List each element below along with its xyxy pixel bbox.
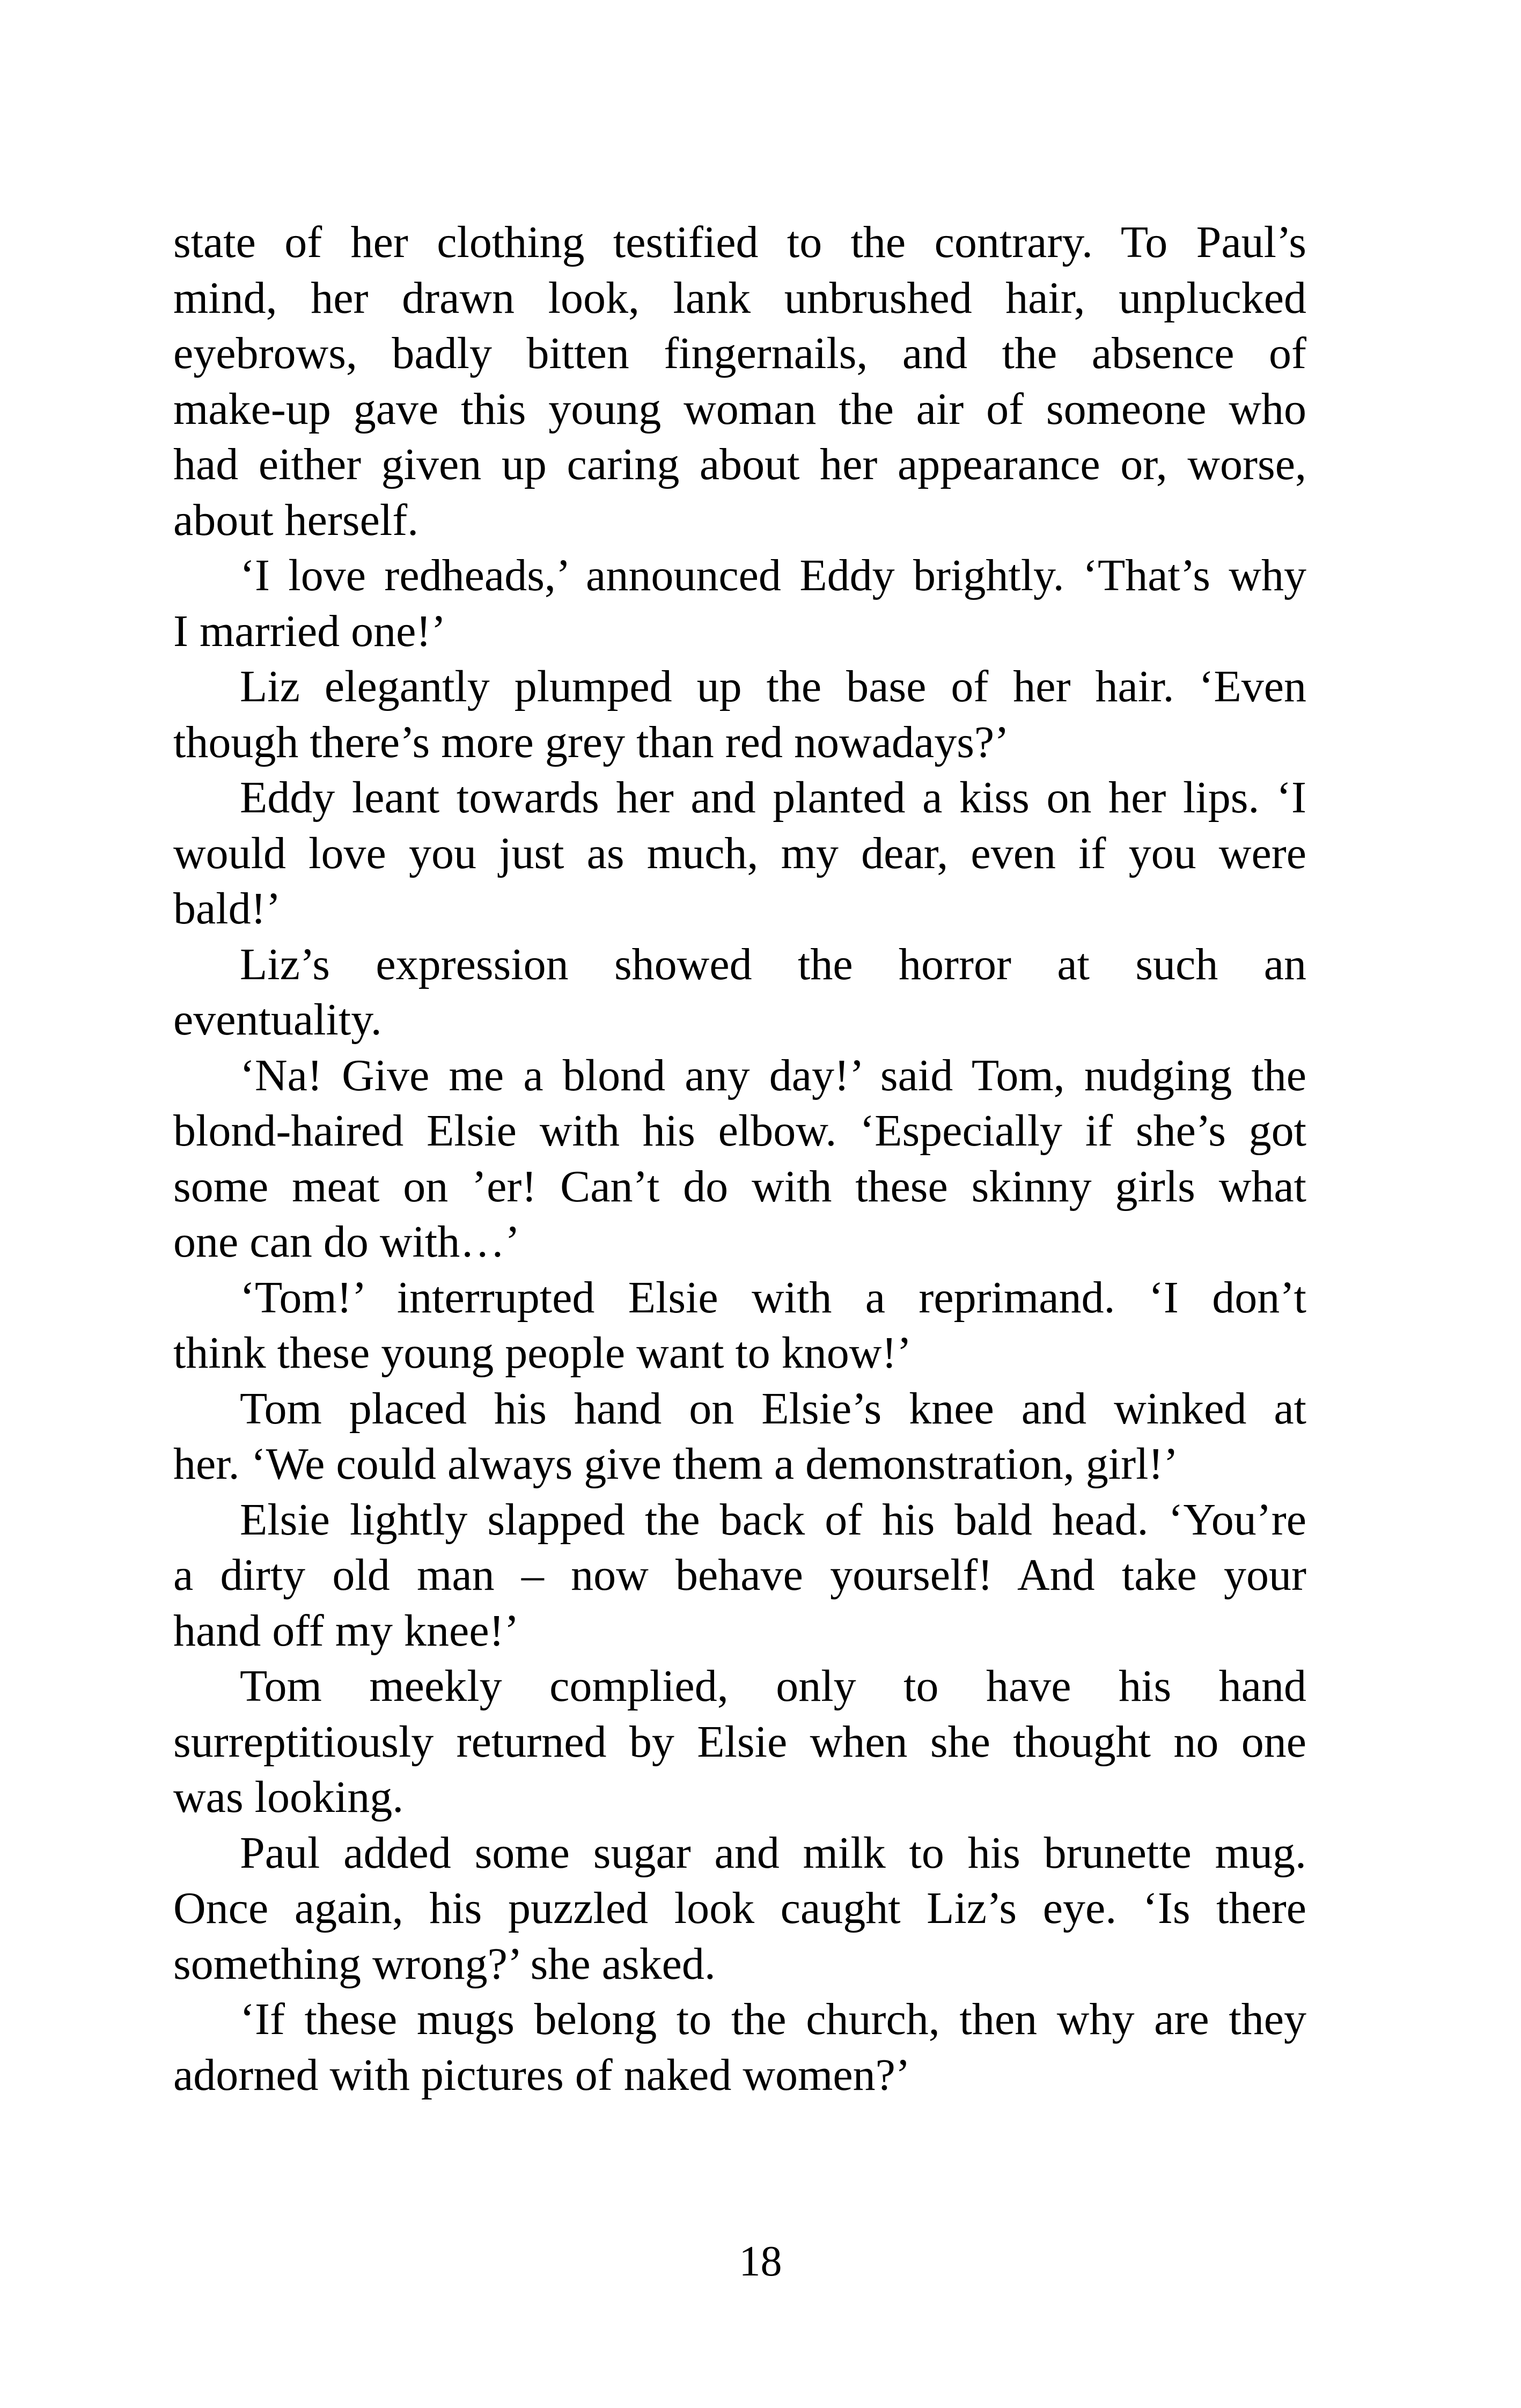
text-line: surreptitiously returned by Elsie when she thought no one: [173, 1716, 1306, 1767]
paragraph: [173, 659, 1306, 770]
text-line: ‘I love redheads,’ announced Eddy brightly. ‘That’s why: [240, 550, 1306, 600]
paragraph: [173, 548, 1306, 659]
text-line: Tom meekly complied, only to have his hand: [240, 1661, 1306, 1711]
text-line: had either given up caring about her appearance or, worse,: [173, 439, 1306, 489]
text-line: blond-haired Elsie with his elbow. ‘Especially if she’s got: [173, 1106, 1306, 1156]
text-line: a dirty old man – now behave yourself! And take your: [173, 1550, 1306, 1600]
text-line: one can do with…’: [173, 1217, 520, 1267]
text-line: Paul added some sugar and milk to his brunette mug.: [240, 1827, 1306, 1878]
text-line: eventuality.: [173, 995, 382, 1045]
text-line: Once again, his puzzled look caught Liz’s eye. ‘Is there: [173, 1883, 1306, 1933]
text-line: about herself.: [173, 495, 419, 545]
text-line: ‘Tom!’ interrupted Elsie with a reprimand. ‘I don’t: [240, 1272, 1306, 1323]
paragraph: [173, 215, 1306, 548]
paragraph: [173, 1658, 1306, 1825]
text-line: Eddy leant towards her and planted a kiss on her lips. ‘I: [240, 773, 1306, 823]
paragraph: [173, 1270, 1306, 1381]
body-text: [173, 215, 1306, 2103]
paragraph: [173, 770, 1306, 937]
text-line: bald!’: [173, 884, 281, 934]
text-line: Tom placed his hand on Elsie’s knee and winked at: [240, 1383, 1306, 1434]
text-line: adorned with pictures of naked women?’: [173, 2050, 910, 2100]
text-line: ‘If these mugs belong to the church, then why are they: [240, 1994, 1306, 2044]
text-line: her. ‘We could always give them a demonstration, girl!’: [173, 1439, 1179, 1489]
text-line: ‘Na! Give me a blond any day!’ said Tom, nudging the: [240, 1050, 1306, 1100]
text-line: would love you just as much, my dear, even if you were: [173, 828, 1306, 878]
text-line: something wrong?’ she asked.: [173, 1939, 716, 1989]
paragraph: [173, 937, 1306, 1048]
text-line: though there’s more grey than red nowadays?’: [173, 717, 1010, 767]
text-line: state of her clothing testified to the contrary. To Paul’s: [173, 217, 1306, 267]
text-line: Liz elegantly plumped up the base of her hair. ‘Even: [240, 662, 1306, 711]
text-line: make-up gave this young woman the air of someone who: [173, 384, 1306, 434]
page-number: 18: [739, 2238, 782, 2285]
text-line: Liz’s expression showed the horror at such an: [240, 939, 1306, 989]
text-line: was looking.: [173, 1772, 404, 1822]
text-line: eyebrows, badly bitten fingernails, and the absence of: [173, 328, 1306, 378]
paragraph: [173, 1492, 1306, 1659]
paragraph: [173, 1825, 1306, 1992]
text-line: I married one!’: [173, 606, 446, 656]
text-line: mind, her drawn look, lank unbrushed hair, unplucked: [173, 273, 1306, 323]
paragraph: [173, 1048, 1306, 1270]
text-line: Elsie lightly slapped the back of his bald head. ‘You’re: [240, 1494, 1306, 1545]
paragraph: [173, 1992, 1306, 2103]
text-line: think these young people want to know!’: [173, 1328, 912, 1378]
text-line: some meat on ’er! Can’t do with these skinny girls what: [173, 1161, 1306, 1212]
paragraph: [173, 1381, 1306, 1492]
text-line: hand off my knee!’: [173, 1605, 519, 1656]
